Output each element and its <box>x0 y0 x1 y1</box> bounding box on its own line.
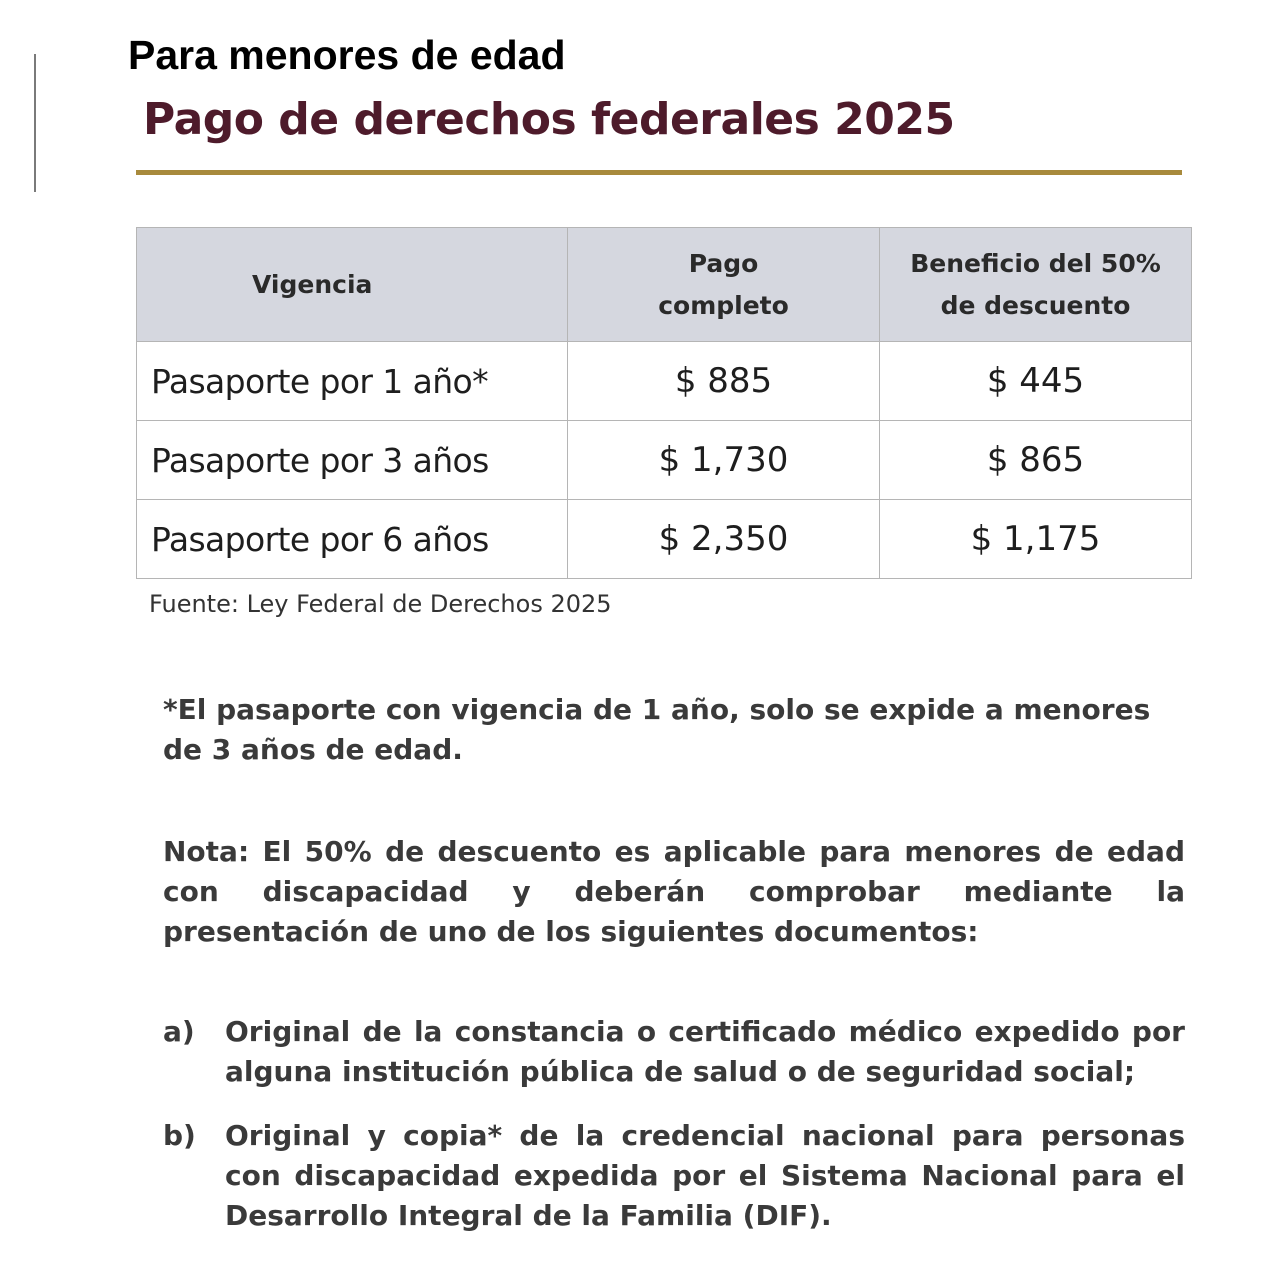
side-divider <box>34 54 36 192</box>
footnote: *El pasaporte con vigencia de 1 año, solo se expide a menores de 3 años de edad. <box>163 693 1151 766</box>
table-row <box>137 500 1192 579</box>
column-header-vigencia: Vigencia <box>137 228 568 342</box>
column-header-pago-completo <box>568 228 880 342</box>
table-header-row <box>137 228 1192 342</box>
pago-completo-cell: $ 1,730 <box>568 421 880 500</box>
page-title: Pago de derechos federales 2025 <box>143 94 955 145</box>
column-header-descuento-text: Beneficio del 50% de descuento <box>910 248 1161 320</box>
vigencia-cell: Pasaporte por 1 año* <box>137 342 568 421</box>
title-underline <box>136 170 1182 175</box>
list-item-text: Original de la constancia o certificado médico expedido por alguna institución pública de salud o de seguridad social; <box>225 1015 1185 1088</box>
source-caption: Fuente: Ley Federal de Derechos 2025 <box>149 590 612 618</box>
table-row <box>137 342 1192 421</box>
column-header-pago-completo-text: Pago completo <box>658 248 789 320</box>
list-marker: b) <box>163 1119 196 1152</box>
document-item-b <box>163 1116 1185 1236</box>
document-item-a <box>163 1012 1185 1092</box>
descuento-cell: $ 1,175 <box>880 500 1192 579</box>
audience-label: Para menores de edad <box>128 32 566 78</box>
vigencia-cell: Pasaporte por 3 años <box>137 421 568 500</box>
list-marker: a) <box>163 1015 195 1048</box>
table-row <box>137 421 1192 500</box>
pago-completo-cell: $ 885 <box>568 342 880 421</box>
fees-table <box>136 227 1192 579</box>
descuento-cell: $ 445 <box>880 342 1192 421</box>
list-item-text: Original y copia* de la credencial nacional para personas con discapacidad expedida por el Sistema Nacional para el Desarrollo Integral de la Familia (DIF). <box>225 1119 1185 1232</box>
discount-note: Nota: El 50% de descuento es aplicable para menores de edad con discapacidad y deberán comprobar mediante la presentación de uno de los siguientes documentos: <box>163 835 1185 948</box>
vigencia-cell: Pasaporte por 6 años <box>137 500 568 579</box>
pago-completo-cell: $ 2,350 <box>568 500 880 579</box>
column-header-descuento <box>880 228 1192 342</box>
descuento-cell: $ 865 <box>880 421 1192 500</box>
